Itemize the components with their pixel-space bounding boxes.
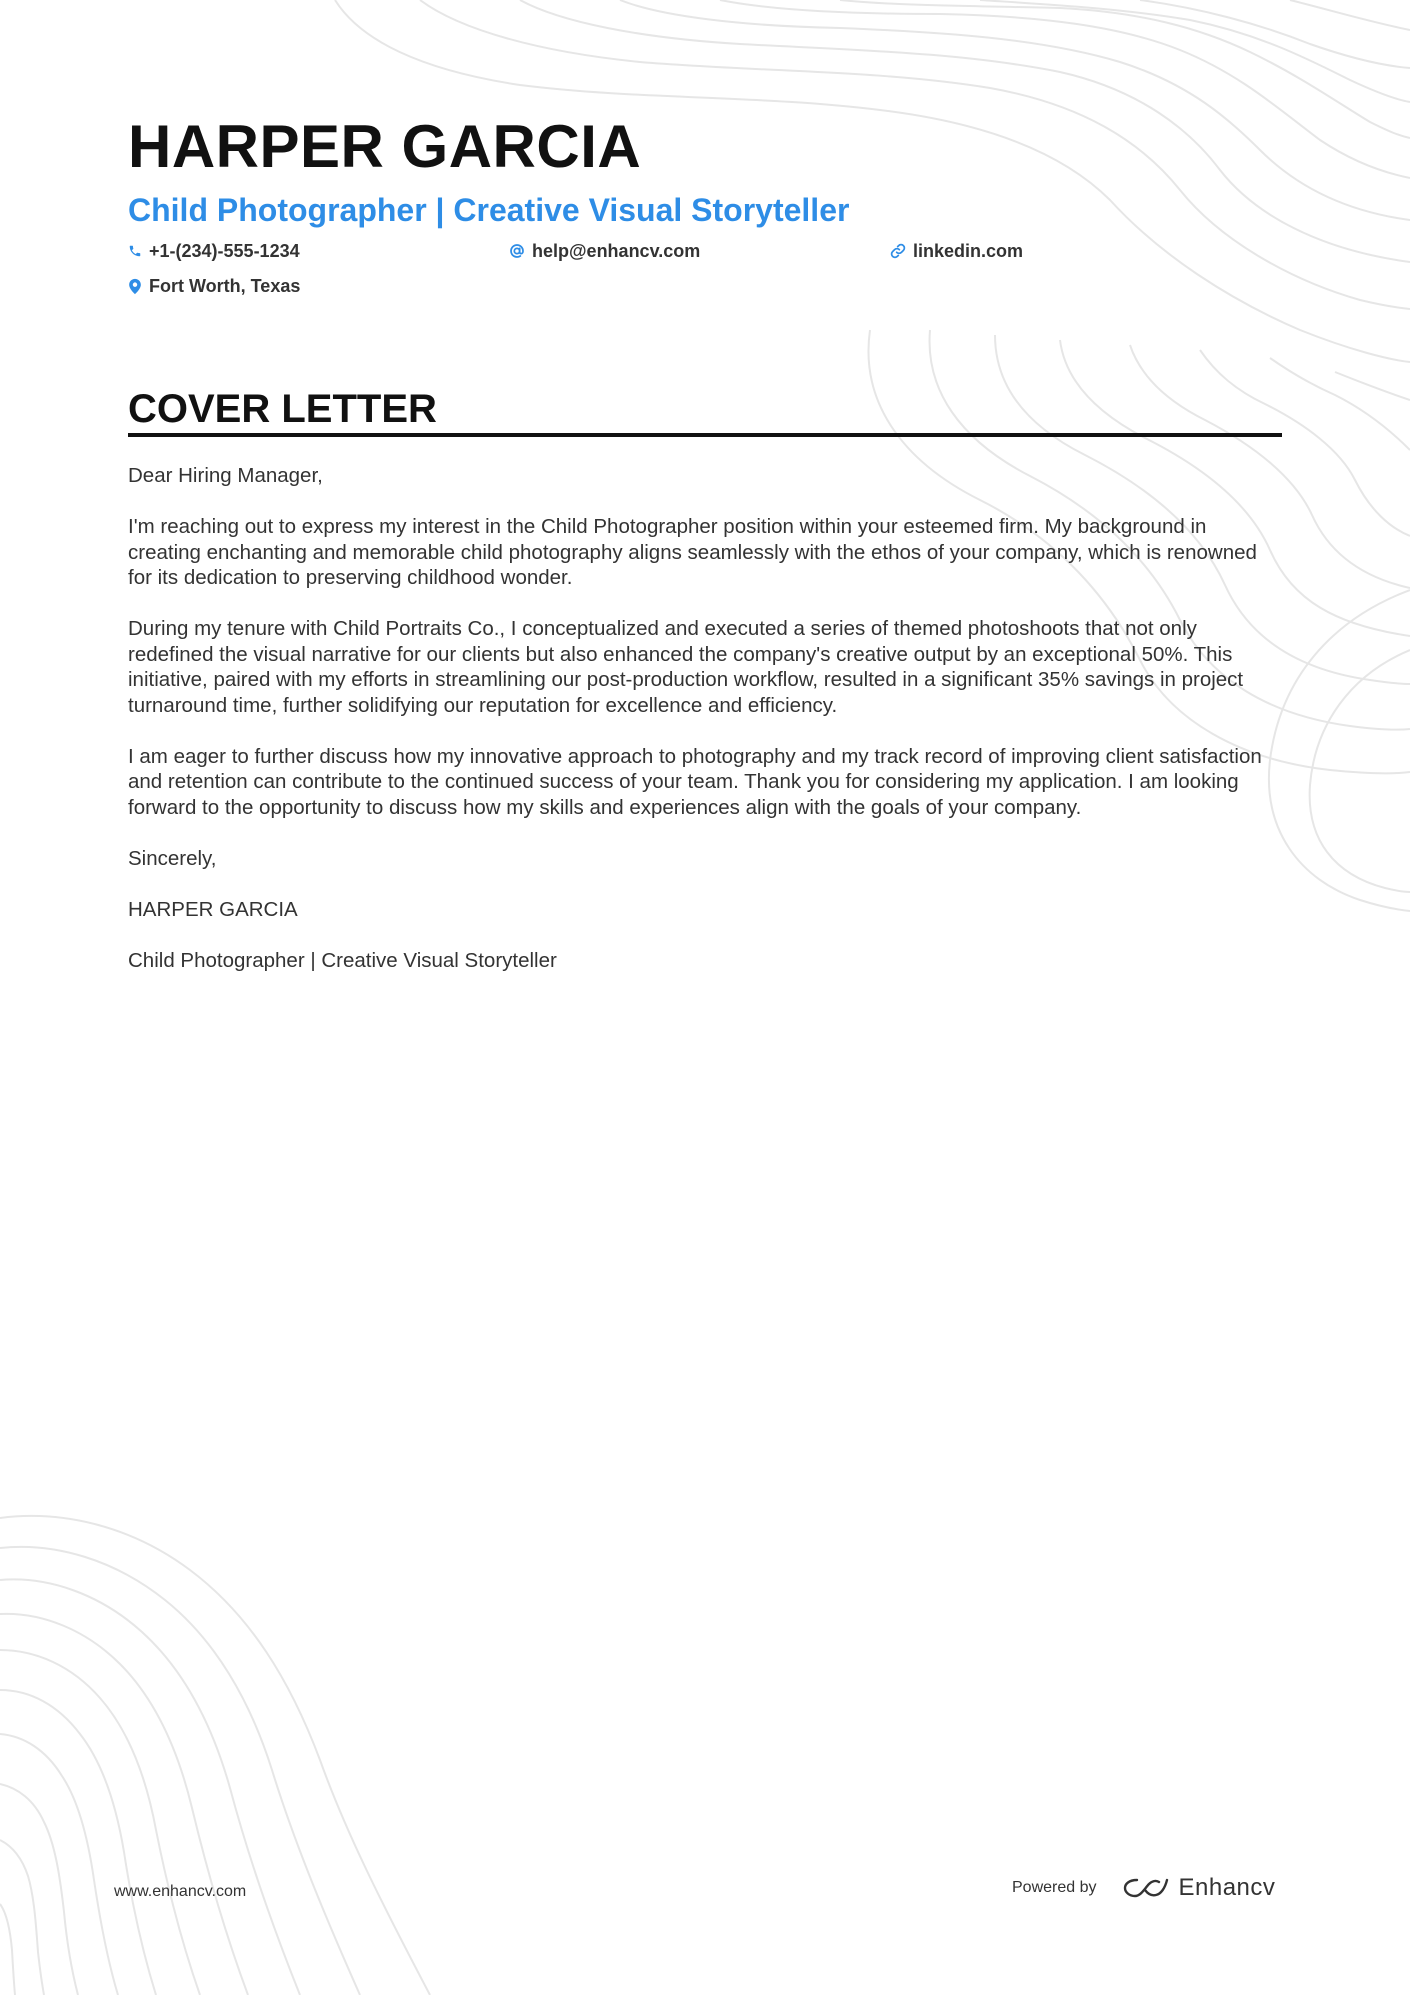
- signature-title: Child Photographer | Creative Visual Storyteller: [128, 948, 557, 972]
- contact-linkedin[interactable]: [890, 239, 1023, 263]
- phone-number: +1-(234)-555-1234: [149, 241, 300, 261]
- contact-location: [128, 274, 300, 298]
- applicant-name: HARPER GARCIA: [128, 113, 642, 180]
- contact-email[interactable]: [509, 239, 700, 263]
- letter-paragraph: During my tenure with Child Portraits Co., I conceptualized and executed a series of themed photoshoots that not only redefined the visual narrative for our clients but also enhanced the company's creative output by an exceptional 50%. This initiative, paired with my efforts in streamlining our post-production workflow, resulted in a significant 35% savings in project turnaround time, further solidifying our reputation for excellence and efficiency.: [128, 617, 1244, 717]
- powered-by-text: Powered by: [1012, 1879, 1097, 1896]
- letter-paragraph: I am eager to further discuss how my innovative approach to photography and my track record of improving client satisfaction and retention can contribute to the continued success of your team. Thank you for considering my application. I am looking forward to the opportunity to discuss how my skills and experiences align with the goals of your company.: [128, 744, 1262, 819]
- letter-closing: Sincerely,: [128, 846, 217, 870]
- letter-paragraph: I'm reaching out to express my interest in the Child Photographer position within your esteemed firm. My background in creating enchanting and memorable child photography aligns seamlessly with the ethos of your company, which is renowned for its dedication to preserving childhood wonder.: [128, 515, 1257, 589]
- link-icon: [890, 243, 906, 259]
- enhancv-logo[interactable]: [1123, 1874, 1276, 1902]
- brand-name: Enhancv: [1178, 1874, 1276, 1901]
- letter-body: [128, 463, 1282, 999]
- footer-website[interactable]: www.enhancv.com: [114, 1883, 247, 1900]
- section-divider: [128, 433, 1282, 437]
- map-pin-icon: [128, 278, 142, 295]
- signature-name: HARPER GARCIA: [128, 897, 298, 921]
- applicant-headline: Child Photographer | Creative Visual Storyteller: [128, 192, 850, 228]
- footer-branding: [1012, 1874, 1275, 1902]
- phone-icon: [128, 244, 142, 258]
- contact-phone[interactable]: [128, 239, 300, 263]
- section-title: COVER LETTER: [128, 387, 437, 431]
- letter-salutation: Dear Hiring Manager,: [128, 464, 323, 487]
- email-address: help@enhancv.com: [532, 241, 701, 261]
- location-text: Fort Worth, Texas: [149, 276, 301, 296]
- enhancv-logo-icon: [1123, 1876, 1169, 1900]
- at-icon: [509, 243, 525, 259]
- linkedin-url: linkedin.com: [913, 241, 1024, 261]
- bottom-left-contours: [0, 1516, 430, 1995]
